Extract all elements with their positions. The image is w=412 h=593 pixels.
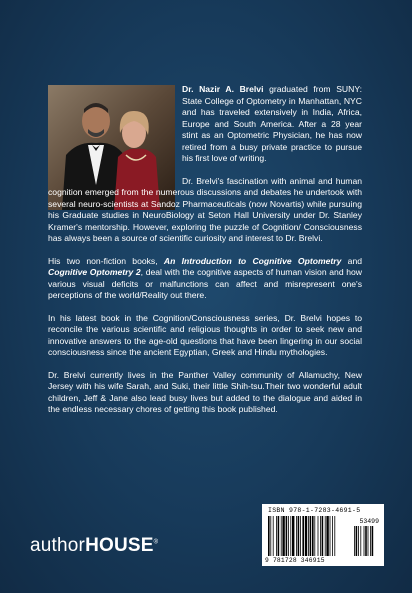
barcode-bar bbox=[332, 516, 333, 556]
barcode-bar bbox=[292, 516, 294, 556]
barcode-bar bbox=[325, 516, 326, 556]
barcode-digits: 9 781728 346915 bbox=[265, 557, 325, 564]
barcode-bar bbox=[282, 516, 284, 556]
barcode-bar bbox=[356, 526, 358, 556]
bio-paragraph-2 bbox=[48, 176, 362, 245]
barcode-bar bbox=[368, 526, 369, 556]
barcode-bar bbox=[358, 526, 359, 556]
barcode-bar bbox=[276, 516, 277, 556]
isbn-label: ISBN 978-1-7283-4691-5 bbox=[268, 507, 361, 514]
author-bio bbox=[48, 84, 362, 427]
barcode-bar bbox=[314, 516, 315, 556]
barcode-bar bbox=[310, 516, 312, 556]
barcode-bar bbox=[290, 516, 291, 556]
bio-paragraph-2-text: Dr. Brelvi's fascination with animal and human cognition emerged from the numerous discussions and debates he undertook with several neuro-scientists at Sandoz Pharmaceuticals (now Novartis) while pursuing his Graduate studies in NeuroBiology at Seton Hall University under Dr. Stanley Kramer's mentorship. However, exploring the puzzle of Cognition/ Consciousness has always been a source of scientific curiosity and interest to Dr. Brelvi. bbox=[48, 175, 362, 243]
barcode-bar bbox=[326, 516, 328, 556]
book-title-1: An Introduction to Cognitive Optometry bbox=[163, 255, 342, 266]
bio-paragraph-1-text: graduated from SUNY: State College of Optometry in Manhattan, NYC and has traveled extensively in India, Africa, Europe and South America. After a 28 year stint as an Optometric Physician, he has now retired from a busy private practice to pursue his first love of writing. bbox=[182, 84, 362, 163]
barcode-bar bbox=[300, 516, 301, 556]
barcode-bar bbox=[308, 516, 309, 556]
bio-paragraph-5 bbox=[48, 370, 362, 416]
bio-paragraph-3-text: , deal with the cognitive aspects of human vision and how various visual deficits or malfunctions can affect and misrepresent one's perceptions of the world/Reality out there. bbox=[48, 267, 363, 300]
bio-paragraph-5-text: Dr. Brelvi currently lives in the Panther Valley community of Allamuchy, New Jersey with his wife Sarah, and Suki, their little Shih-tsu.Their two wonderful adult children, Jeff & Jane also lead busy lives but added to the dialogue and aided in the endless necessary chores of getting this book published. bbox=[48, 369, 362, 414]
bio-paragraph-1 bbox=[182, 84, 362, 165]
barcode-bar bbox=[372, 526, 374, 556]
barcode-bar bbox=[330, 516, 331, 556]
barcode-bar bbox=[318, 516, 319, 556]
bio-paragraph-3 bbox=[48, 256, 362, 302]
bio-paragraph-3-and: and bbox=[341, 255, 363, 266]
bio-paragraph-4-text: In his latest book in the Cognition/Consciousness series, Dr. Brelvi hopes to reconcile the various scientific and religious thoughts in order to seek new and innovative answers to the age-old questions that have been lingering in our social consciousness since the ancient Egyptian, Greek and Hindu mythologies. bbox=[48, 312, 362, 357]
barcode-bar bbox=[281, 516, 282, 556]
barcode-bar bbox=[320, 516, 321, 556]
barcode-bar bbox=[364, 526, 365, 556]
barcode-bar bbox=[365, 526, 367, 556]
barcode-bar bbox=[370, 526, 371, 556]
barcode-bar bbox=[302, 516, 304, 556]
barcode-bar bbox=[278, 516, 280, 556]
bio-paragraph-3-lead: His two non-fiction books, bbox=[48, 255, 164, 266]
barcode-bar bbox=[334, 516, 335, 556]
barcode-bar bbox=[288, 516, 289, 556]
price-code: 53499 bbox=[359, 518, 379, 525]
barcode-bar bbox=[273, 516, 274, 556]
isbn-barcode bbox=[262, 504, 384, 566]
publisher-logo-part2: HOUSE bbox=[85, 535, 154, 556]
publisher-logo-part1: author bbox=[30, 535, 86, 556]
bio-paragraph-4 bbox=[48, 313, 362, 359]
barcode-bar bbox=[268, 516, 270, 556]
barcode-bar bbox=[360, 526, 361, 556]
barcode-bar bbox=[312, 516, 314, 556]
publisher-logo bbox=[30, 535, 158, 557]
author-name: Dr. Nazir A. Brelvi bbox=[182, 84, 264, 94]
registered-mark: ® bbox=[153, 539, 159, 546]
barcode-bar bbox=[354, 526, 355, 556]
barcode-bar bbox=[286, 516, 288, 556]
barcode-bar bbox=[298, 516, 300, 556]
barcode-bar bbox=[322, 516, 324, 556]
barcode-bar bbox=[296, 516, 297, 556]
barcode-bar bbox=[305, 516, 307, 556]
barcode-bar bbox=[270, 516, 271, 556]
book-title-2: Cognitive Optometry 2 bbox=[48, 267, 141, 277]
